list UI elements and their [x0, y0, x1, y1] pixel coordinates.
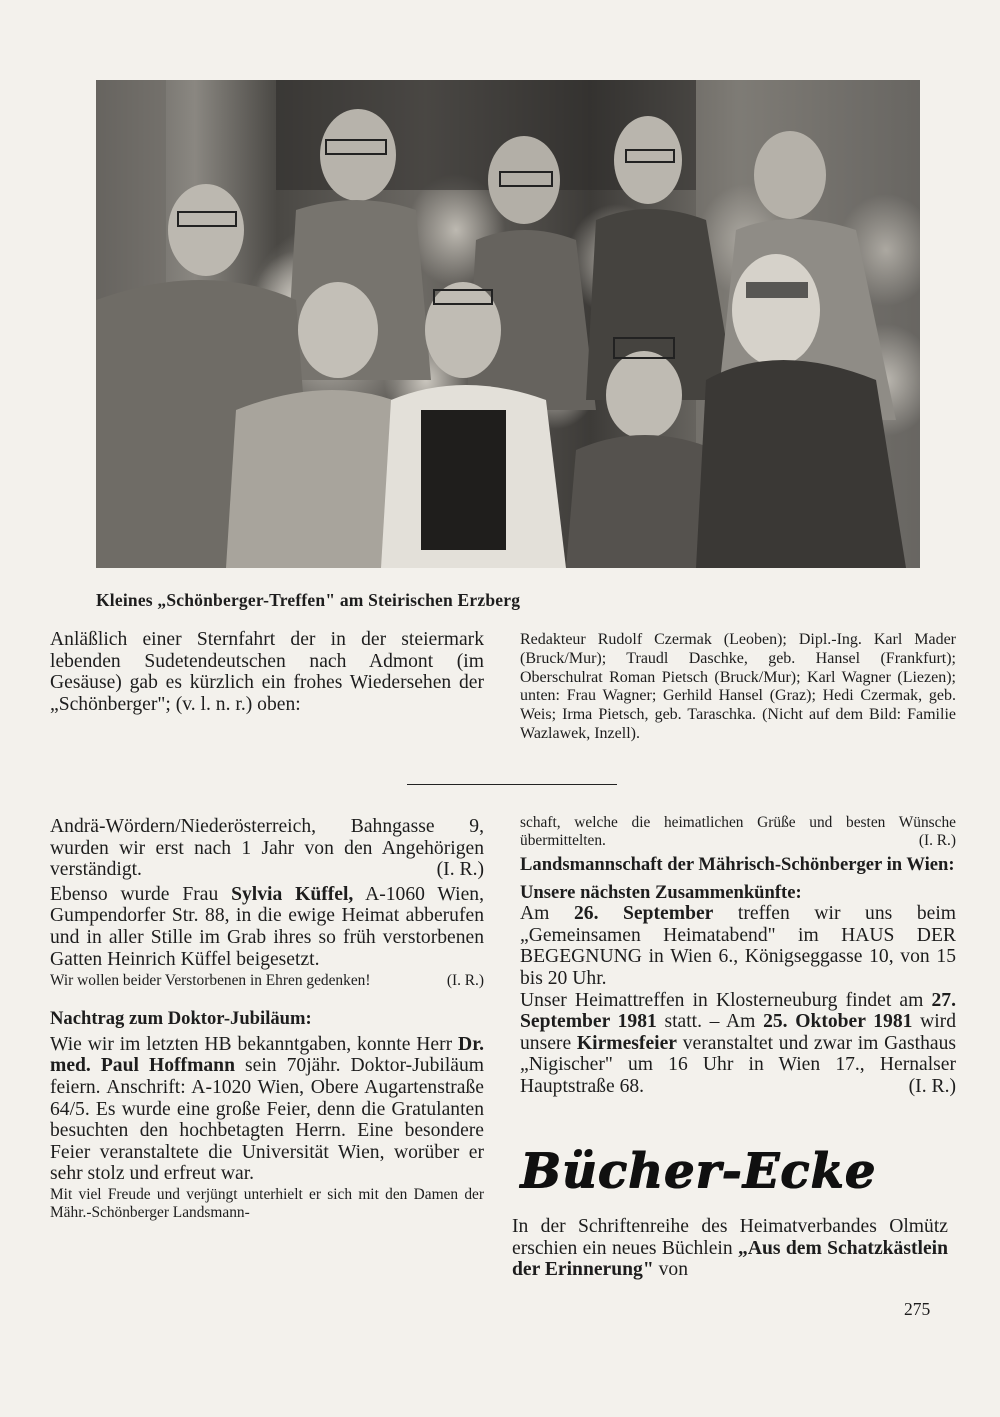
- jubilee-paragraph: Wie wir im letzten HB bekanntgaben, konnte Herr Dr. med. Paul Hoffmann sein 70jähr. Doktor-Jubiläum feiern. Anschrift: A-1020 Wien, Obere Augartenstraße 64/5. Es wurde eine große Feier, denn die Gratulanten besuchten den hochbetagten Herrn. Eine besondere Feier veranstaltete die Universität Wien, worüber er sehr stolz und erfreut war.: [50, 1033, 484, 1185]
- section-divider: [407, 784, 617, 785]
- events-paragraph: Unser Heimattreffen in Klosterneuburg findet am 27. September 1981 statt. – Am 25. Oktober 1981 wird unsere Kirmesfeier veranstaltet und zwar im Gasthaus „Nigischer" um 16 Uhr in Wien 17., Hernalser Hauptstraße 68. (I. R.): [520, 989, 956, 1097]
- heading-landsmannschaft: Landsmannschaft der Mährisch-Schönberger in Wien:: [520, 854, 955, 875]
- obituary-text-1: Andrä-Wördern/Niederösterreich, Bahngasse 9, wurden wir erst nach 1 Jahr von den Angehörigen verständigt.: [50, 816, 484, 881]
- book-paragraph-block: [512, 1216, 948, 1281]
- left-column: [50, 816, 484, 1222]
- jubilee-continuation: Mit viel Freude und verjüngt unterhielt er sich mit den Damen der Mähr.-Schönberger Landsmann-: [50, 1185, 484, 1221]
- jubilee-person-name: Dr. med. Paul Hoffmann: [50, 1033, 484, 1077]
- intro-left-column: [50, 629, 484, 715]
- remembrance-note: Wir wollen beider Verstorbenen in Ehren gedenken! (I. R.): [50, 972, 484, 990]
- signature-1: (I. R.): [436, 859, 484, 881]
- section-title-buecher-ecke: Bücher-Ecke: [520, 1143, 876, 1199]
- group-photo: [96, 80, 920, 568]
- meeting-date: 26. September: [573, 903, 714, 925]
- greetings-paragraph: schaft, welche die heimatlichen Grüße und besten Wünsche übermittelten. (I. R.): [520, 814, 956, 849]
- deceased-name: Sylvia Küffel,: [231, 883, 354, 905]
- book-title: „Aus dem Schatzkästlein der Erinnerung": [512, 1237, 948, 1281]
- obituary-paragraph-1: [50, 816, 484, 881]
- heading-doktor-jubilaeum: Nachtrag zum Doktor-Jubiläum:: [50, 1008, 312, 1030]
- obituary-paragraph-2: Ebenso wurde Frau Sylvia Küffel, A-1060 Wien, Gumpendorfer Str. 88, in die ewige Heimat abberufen und in aller Stille im Grab ihres so früh verstorbenen Gatten Heinrich Küffel beigesetzt.: [50, 883, 484, 970]
- kirmesfeier-label: Kirmesfeier: [576, 1032, 677, 1054]
- book-paragraph: In der Schriftenreihe des Heimatverbandes Olmütz erschien ein neues Büchlein „Aus dem Schatzkästlein der Erinnerung" von: [512, 1216, 948, 1281]
- intro-right-column: [520, 631, 956, 744]
- signature-2: (I. R.): [446, 972, 484, 990]
- heading-zusammenkuenfte: Unsere nächsten Zusammenkünfte:: [520, 881, 802, 903]
- right-column: [520, 814, 956, 1098]
- signature-4: (I. R.): [908, 1075, 956, 1097]
- group-photo-figures: [96, 80, 920, 568]
- meeting-paragraph: Am 26. September treffen wir uns beim „Gemeinsamen Heimatabend" im HAUS DER BEGEGNUNG in Wien 6., Königseggasse 10, von 15 bis 20 Uhr.: [520, 903, 957, 989]
- page-number: 275: [904, 1299, 931, 1319]
- intro-paragraph: Anläßlich einer Sternfahrt der in der steiermark lebenden Sudetendeutschen nach Admont (im Gesäuse) gab es kürzlich ein frohes Wiedersehen der „Schönberger"; (v. l. n. r.) oben:: [50, 629, 484, 715]
- photo-caption: Kleines „Schönberger-Treffen" am Steirischen Erzberg: [96, 590, 521, 610]
- intro-names-list: Redakteur Rudolf Czermak (Leoben); Dipl.-Ing. Karl Mader (Bruck/Mur); Traudl Daschke, geb. Hansel (Frankfurt); Oberschulrat Roman Pietsch (Bruck/Mur); Karl Wagner (Liezen); unten: Frau Wagner; Gerhild Hansel (Graz); Hedi Czermak, geb. Weis; Irma Pietsch, geb. Taraschka. (Nicht auf dem Bild: Familie Wazlawek, Inzell).: [520, 631, 956, 742]
- signature-3: (I. R.): [918, 832, 956, 849]
